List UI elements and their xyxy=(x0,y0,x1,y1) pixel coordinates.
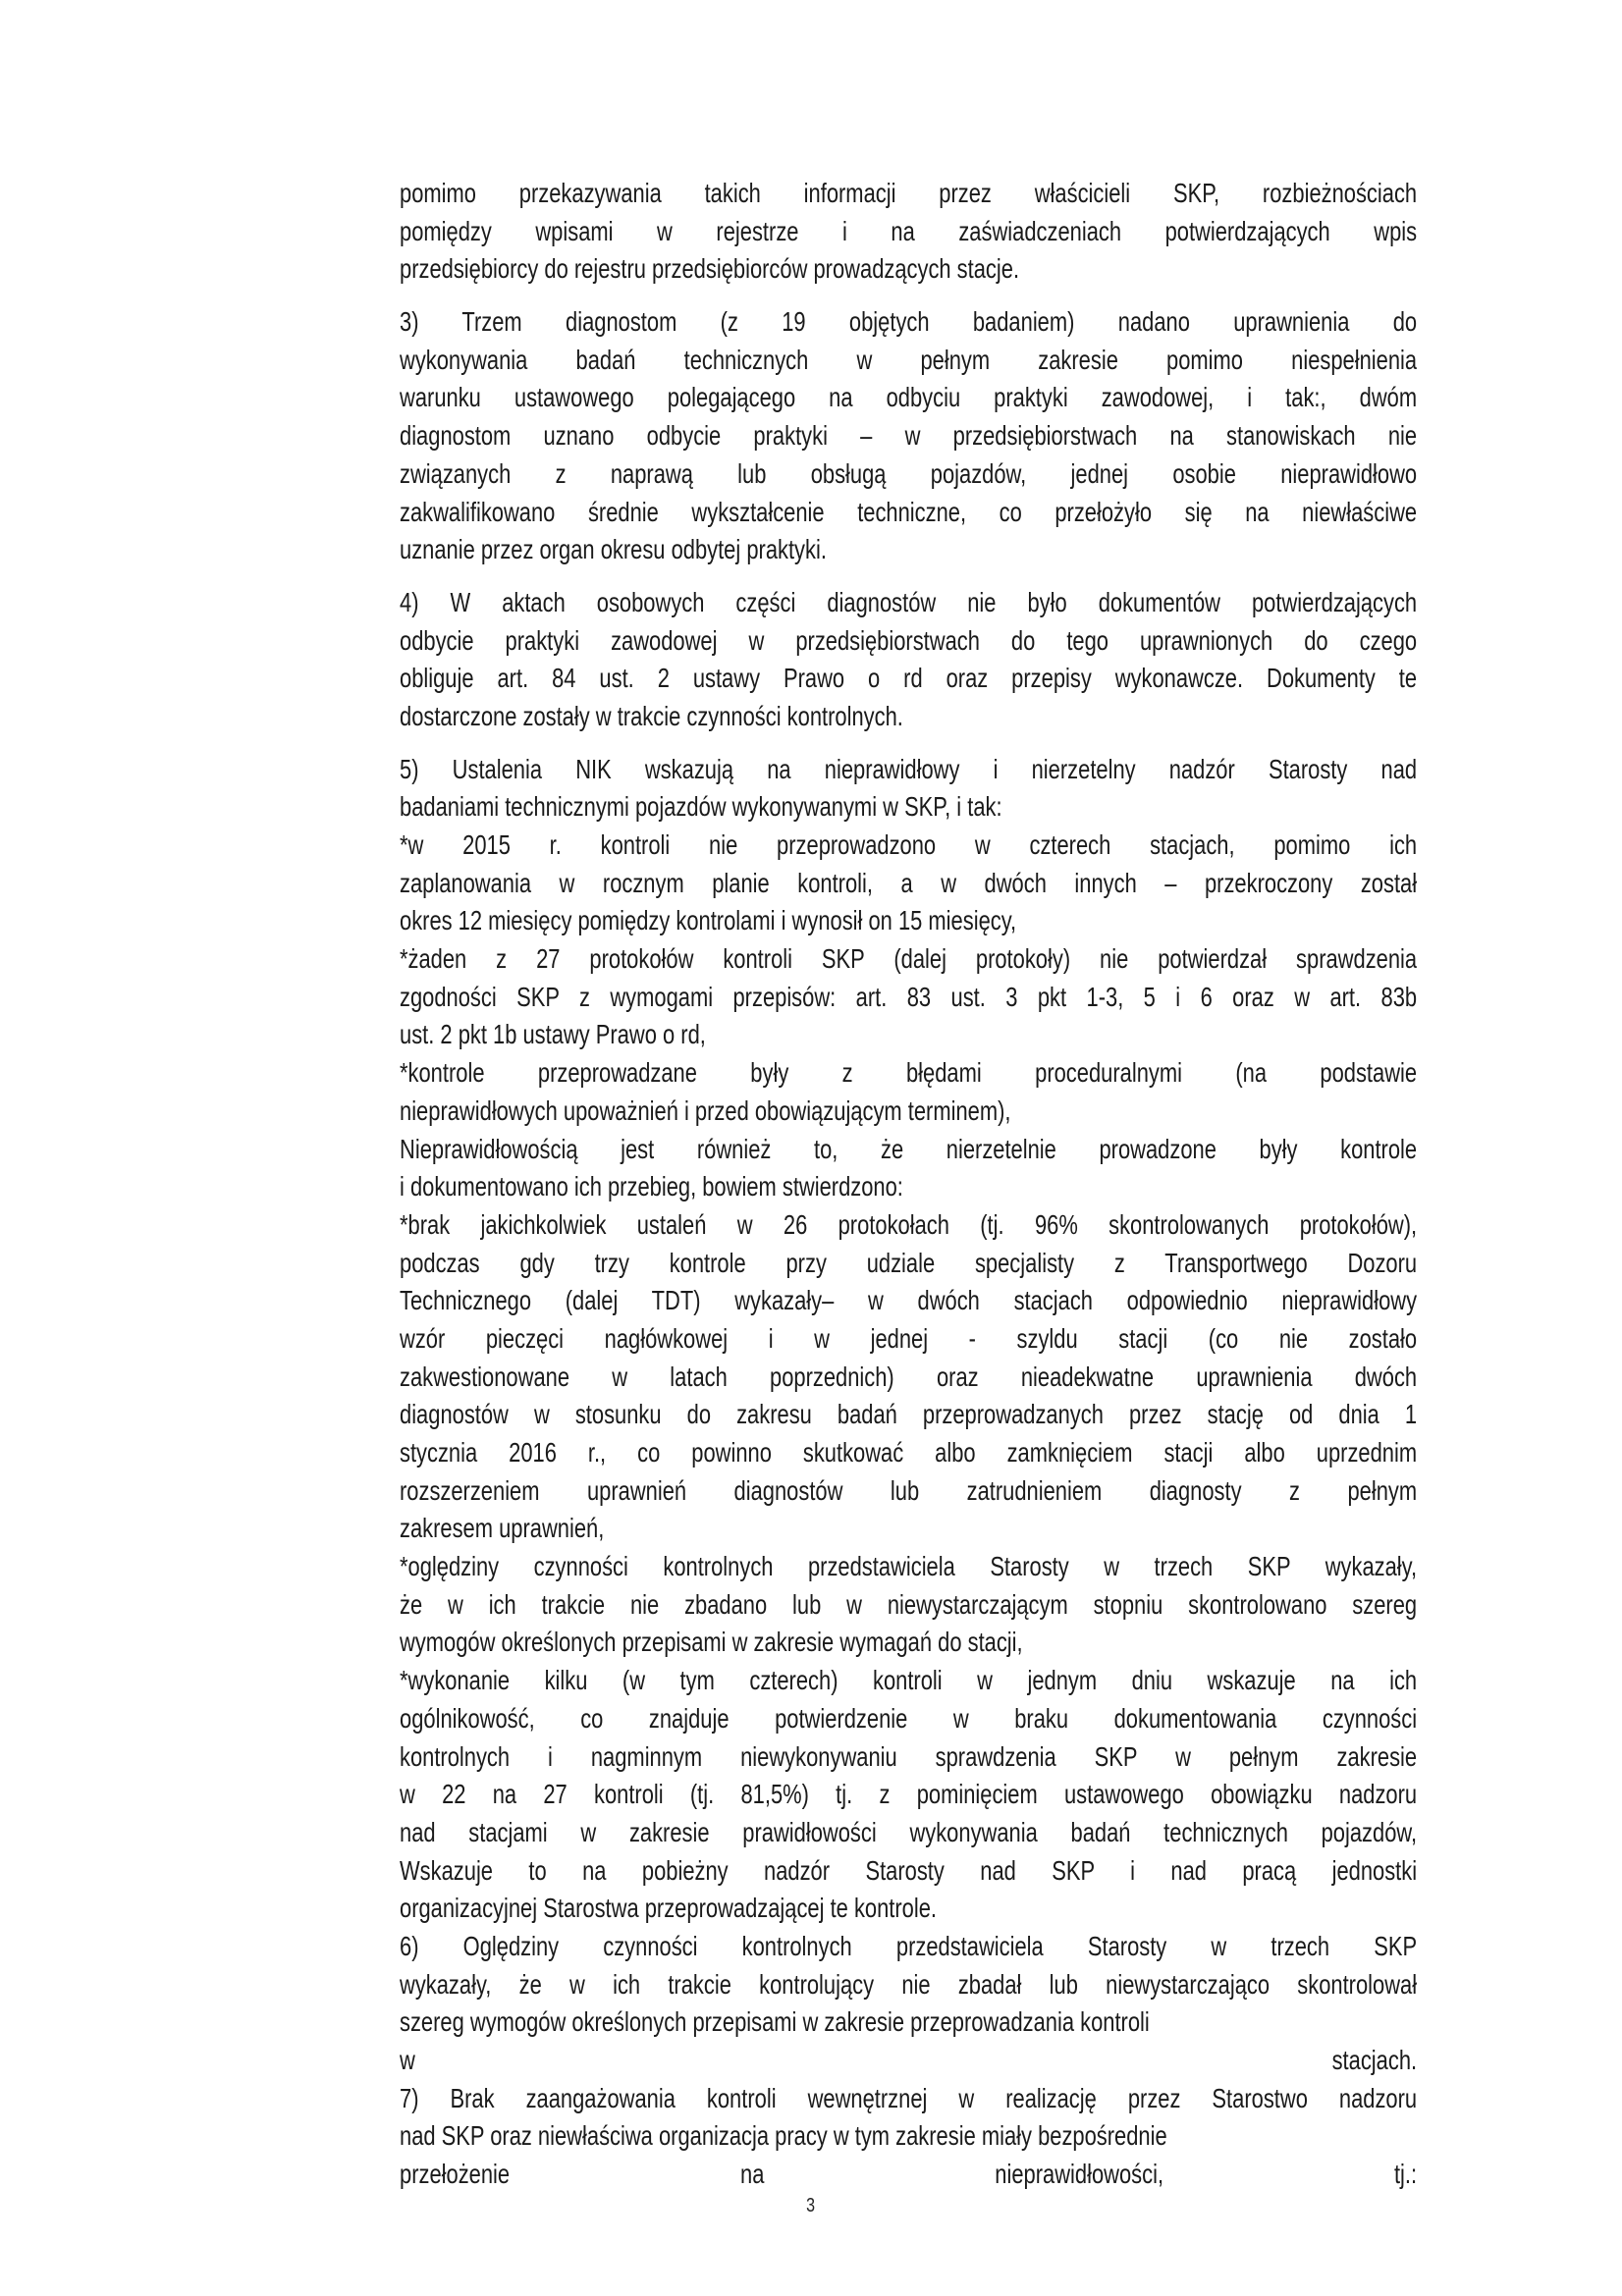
text-line: związanych z naprawą lub obsługą pojazdów, jednej osobie nieprawidłowo xyxy=(400,457,1418,489)
text-line: przełożenie na nieprawidłowości, tj.: xyxy=(400,2159,1418,2190)
text-line: badaniami technicznymi pojazdów wykonywanymi w SKP, i tak: xyxy=(400,791,1002,823)
text-line: *wykonanie kilku (w tym czterech) kontroli w jednym dniu wskazuje na ich xyxy=(400,1665,1418,1696)
text-line: dostarczone zostały w trakcie czynności kontrolnych. xyxy=(400,700,903,731)
text-line: pomimo przekazywania takich informacji przez właścicieli SKP, rozbieżnościach xyxy=(400,178,1418,208)
text-line: okres 12 miesięcy pomiędzy kontrolami i wynosił on 15 miesięcy, xyxy=(400,905,1017,936)
text-line: diagnostom uznano odbycie praktyki – w przedsiębiorstwach na stanowiskach nie xyxy=(400,420,1418,452)
text-line: Wskazuje to na pobieżny nadzór Starosty nad SKP i nad pracą jednostki xyxy=(400,1854,1418,1886)
text-line: zakwestionowane w latach poprzednich) oraz nieadekwatne uprawnienia dwóch xyxy=(400,1361,1418,1392)
text-line: 7) Brak zaangażowania kontroli wewnętrznej w realizację przez Starostwo nadzoru xyxy=(400,2082,1418,2113)
page-number-text: 3 xyxy=(806,2195,816,2216)
body-text xyxy=(400,175,1417,2194)
text-line: warunku ustawowego polegającego na odbyciu praktyki zawodowej, i tak:, dwóm xyxy=(400,382,1418,413)
text-line: ogólnikowość, co znajduje potwierdzenie w braku dokumentowania czynności xyxy=(400,1702,1418,1734)
text-line: kontrolnych i nagminnym niewykonywaniu sprawdzenia SKP w pełnym zakresie xyxy=(400,1740,1418,1772)
text-line: stycznia 2016 r., co powinno skutkować albo zamknięciem stacji albo uprzednim xyxy=(400,1437,1418,1468)
paragraph-gap xyxy=(400,736,1417,751)
text-line: 5) Ustalenia NIK wskazują na nieprawidłowy i nierzetelny nadzór Starosty nad xyxy=(400,753,1418,784)
paragraph-gap xyxy=(400,569,1417,584)
text-line: i dokumentowano ich przebieg, bowiem stwierdzono: xyxy=(400,1171,903,1202)
text-line: w stacjach. xyxy=(400,2045,1418,2075)
text-line: ust. 2 pkt 1b ustawy Prawo o rd, xyxy=(400,1019,706,1050)
text-line: Technicznego (dalej TDT) wykazały– w dwóch stacjach odpowiednio nieprawidłowy xyxy=(400,1285,1418,1316)
text-line: zakwalifikowano średnie wykształcenie techniczne, co przełożyło się na niewłaściwe xyxy=(400,496,1418,527)
paragraph xyxy=(400,175,1417,289)
paragraph xyxy=(400,751,1417,2194)
text-line: zaplanowania w rocznym planie kontroli, a w dwóch innych – przekroczony został xyxy=(400,867,1418,898)
text-line: odbycie praktyki zawodowej w przedsiębiorstwach do tego uprawnionych do czego xyxy=(400,624,1418,656)
text-line: *oględziny czynności kontrolnych przedstawiciela Starosty w trzech SKP wykazały, xyxy=(400,1551,1418,1582)
paragraph xyxy=(400,303,1417,569)
text-line: rozszerzeniem uprawnień diagnostów lub zatrudnieniem diagnosty z pełnym xyxy=(400,1474,1418,1506)
page-number xyxy=(0,2195,1622,2217)
text-line: wykazały, że w ich trakcie kontrolujący nie zbadał lub niewystarczająco skontrolował xyxy=(400,1968,1418,2000)
text-line: przedsiębiorcy do rejestru przedsiębiorców prowadzących stacje. xyxy=(400,253,1020,285)
text-line: wzór pieczęci nagłówkowej i w jednej - szyldu stacji (co nie zostało xyxy=(400,1322,1418,1354)
text-line: 3) Trzem diagnostom (z 19 objętych badaniem) nadano uprawnienia do xyxy=(400,306,1418,338)
text-line: 4) W aktach osobowych części diagnostów nie było dokumentów potwierdzających xyxy=(400,586,1418,617)
text-line: nad stacjami w zakresie prawidłowości wykonywania badań technicznych pojazdów, xyxy=(400,1816,1418,1847)
paragraph xyxy=(400,584,1417,736)
text-line: organizacyjnej Starostwa przeprowadzającej te kontrole. xyxy=(400,1893,938,1924)
text-line: uznanie przez organ okresu odbytej praktyki. xyxy=(400,534,827,565)
text-line: *brak jakichkolwiek ustaleń w 26 protokołach (tj. 96% skontrolowanych protokołów), xyxy=(400,1208,1418,1240)
text-line: zakresem uprawnień, xyxy=(400,1513,605,1544)
text-line: pomiędzy wpisami w rejestrze i na zaświadczeniach potwierdzających wpis xyxy=(400,215,1418,246)
paragraph-gap xyxy=(400,289,1417,303)
text-line: zgodności SKP z wymogami przepisów: art. 83 ust. 3 pkt 1-3, 5 i 6 oraz w art. 83b xyxy=(400,981,1418,1012)
text-line: nieprawidłowych upoważnień i przed obowiązującym terminem), xyxy=(400,1095,1011,1126)
text-line: *kontrole przeprowadzane były z błędami proceduralnymi (na podstawie xyxy=(400,1057,1418,1089)
text-line: wykonywania badań technicznych w pełnym zakresie pomimo niespełnienia xyxy=(400,344,1418,375)
text-line: obliguje art. 84 ust. 2 ustawy Prawo o rd oraz przepisy wykonawcze. Dokumenty te xyxy=(400,663,1418,694)
text-line: wymogów określonych przepisami w zakresie wymagań do stacji, xyxy=(400,1627,1023,1658)
text-line: że w ich trakcie nie zbadano lub w niewystarczającym stopniu skontrolowano szereg xyxy=(400,1588,1418,1620)
text-line: *w 2015 r. kontroli nie przeprowadzono w czterech stacjach, pomimo ich xyxy=(400,829,1418,860)
text-line: Nieprawidłowością jest również to, że nierzetelnie prowadzone były kontrole xyxy=(400,1133,1418,1164)
text-line: nad SKP oraz niewłaściwa organizacja pracy w tym zakresie miały bezpośrednie xyxy=(400,2120,1167,2152)
text-line: szereg wymogów określonych przepisami w zakresie przeprowadzania kontroli xyxy=(400,2006,1150,2038)
text-line: 6) Oględziny czynności kontrolnych przedstawiciela Starosty w trzech SKP xyxy=(400,1930,1418,1961)
text-line: *żaden z 27 protokołów kontroli SKP (dalej protokoły) nie potwierdzał sprawdzenia xyxy=(400,943,1418,975)
text-line: w 22 na 27 kontroli (tj. 81,5%) tj. z pominięciem ustawowego obowiązku nadzoru xyxy=(400,1779,1418,1810)
text-line: diagnostów w stosunku do zakresu badań przeprowadzanych przez stację od dnia 1 xyxy=(400,1399,1418,1430)
text-line: podczas gdy trzy kontrole przy udziale specjalisty z Transportwego Dozoru xyxy=(400,1247,1418,1278)
